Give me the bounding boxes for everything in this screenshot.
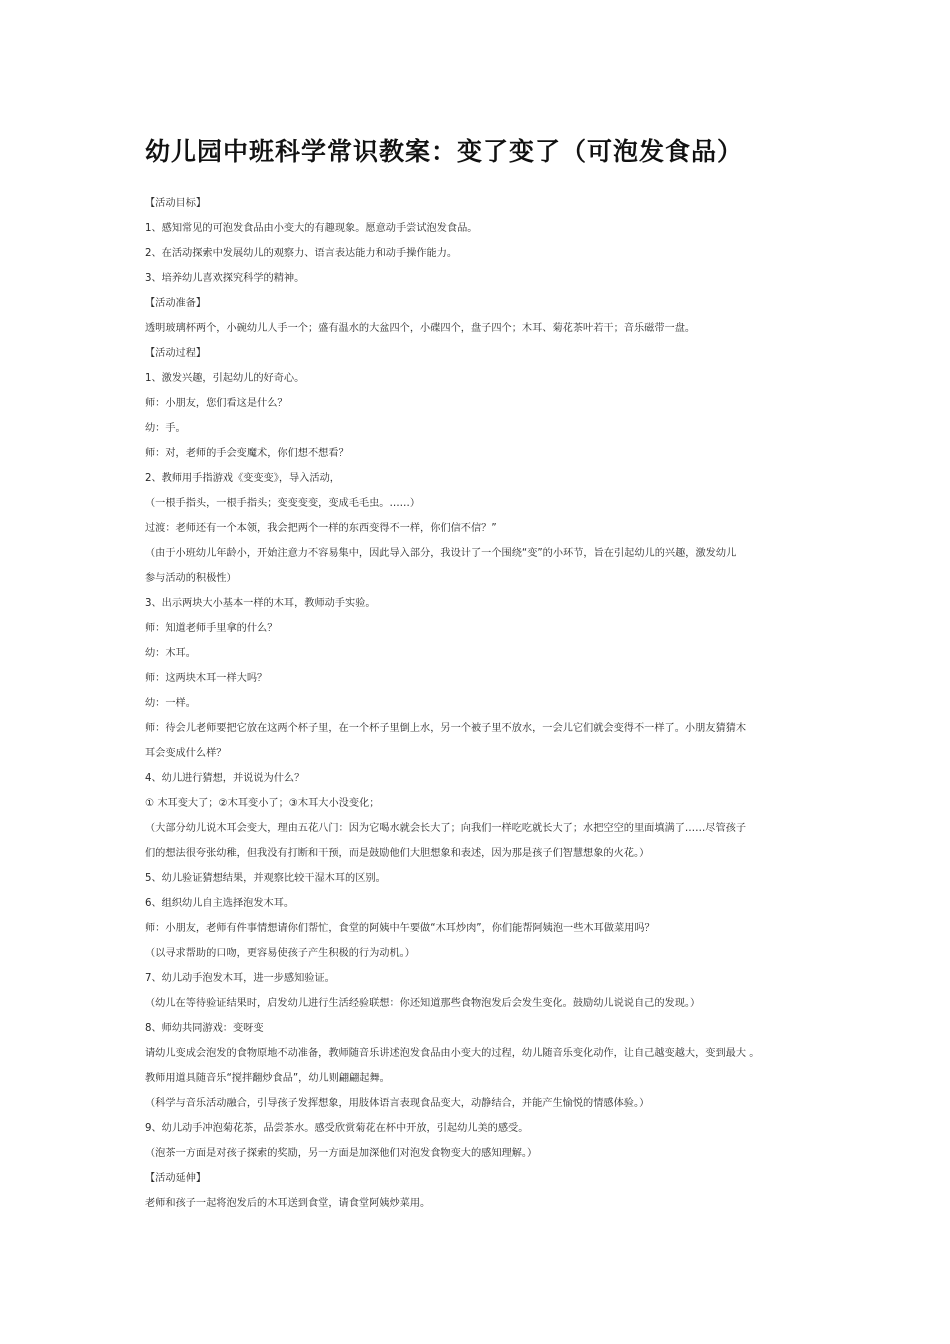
text-line: 参与活动的积极性） [145,573,237,584]
text-line: （以寻求帮助的口吻，更容易使孩子产生积极的行为动机。） [145,948,415,959]
text-line: 【活动过程】 [145,348,207,359]
text-line: 们的想法很夸张幼稚，但我没有打断和干预，而是鼓励他们大胆想象和表述，因为那是孩子们智慧想象的火花。） [145,848,650,859]
text-line: 幼：木耳。 [145,648,196,659]
text-line: 4、幼儿进行猜想，并说说为什么？ [145,773,305,784]
text-line: 【活动延伸】 [145,1173,207,1184]
text-line: （由于小班幼儿年龄小，开始注意力不容易集中，因此导入部分，我设计了一个围绕“变”的小环节，旨在引起幼儿的兴趣，激发幼儿 [145,548,737,559]
text-line: 师：小朋友，您们看这是什么？ [145,398,288,409]
text-line: 师：这两块木耳一样大吗？ [145,673,268,684]
text-line: 请幼儿变成会泡发的食物原地不动准备，教师随音乐讲述泡发食品由小变大的过程，幼儿随音乐变化动作，让自己越变越大，变到最大 。 [145,1048,760,1059]
text-line: 1、激发兴趣，引起幼儿的好奇心。 [145,373,305,384]
text-line: 9、幼儿动手冲泡菊花茶，品尝茶水。感受欣赏菊花在杯中开放，引起幼儿美的感受。 [145,1123,529,1134]
text-line: 3、培养幼儿喜欢探究科学的精神。 [145,273,305,284]
text-line: 师：待会儿老师要把它放在这两个杯子里，在一个杯子里倒上水，另一个被子里不放水，一会儿它们就会变得不一样了。小朋友猜猜木 [145,723,747,734]
text-line: 6、组织幼儿自主选择泡发木耳。 [145,898,295,909]
text-line: 老师和孩子一起将泡发后的木耳送到食堂，请食堂阿姨炒菜用。 [145,1198,431,1209]
text-line: 师：对，老师的手会变魔术，你们想不想看？ [145,448,349,459]
text-line: 幼：手。 [145,423,186,434]
document-body [145,191,810,1216]
text-line: （泡茶一方面是对孩子探索的奖励，另一方面是加深他们对泡发食物变大的感知理解。） [145,1148,538,1159]
text-line: ① 木耳变大了；②木耳变小了；③木耳大小没变化； [145,798,380,809]
text-line: 透明玻璃杯两个，小碗幼儿人手一个；盛有温水的大盆四个，小碟四个，盘子四个；木耳、菊花茶叶若干；音乐磁带一盘。 [145,323,696,334]
text-line: 教师用道具随音乐“搅拌翻炒食品”，幼儿则翩翩起舞。 [145,1073,390,1084]
text-line: 2、在活动探索中发展幼儿的观察力、语言表达能力和动手操作能力。 [145,248,458,259]
text-line: 8、师幼共同游戏：变呀变 [145,1023,264,1034]
text-line: 师：小朋友，老师有件事情想请你们帮忙，食堂的阿姨中午要做“木耳炒肉”，你们能帮阿姨泡一些木耳做菜用吗？ [145,923,655,934]
text-line: 1、感知常见的可泡发食品由小变大的有趣现象。愿意动手尝试泡发食品。 [145,223,478,234]
text-line: 7、幼儿动手泡发木耳，进一步感知验证。 [145,973,335,984]
text-line: （科学与音乐活动融合，引导孩子发挥想象，用肢体语言表现食品变大，动静结合，并能产生愉悦的情感体验。） [145,1098,650,1109]
text-line: 幼：一样。 [145,698,196,709]
text-line: 3、出示两块大小基本一样的木耳，教师动手实验。 [145,598,376,609]
text-line: 【活动目标】 [145,198,207,209]
text-line: 5、幼儿验证猜想结果，并观察比较干湿木耳的区别。 [145,873,386,884]
document-title: 幼儿园中班科学常识教案：变了变了（可泡发食品） [145,137,744,166]
text-line: 2、教师用手指游戏《变变变》，导入活动， [145,473,340,484]
text-line: 过渡：老师还有一个本领，我会把两个一样的东西变得不一样，你们信不信？” [145,523,497,534]
text-line: （大部分幼儿说木耳会变大，理由五花八门：因为它喝水就会长大了；向我们一样吃吃就长大了；水把空空的里面填满了……尽管孩子 [145,823,747,834]
text-line: 师：知道老师手里拿的什么？ [145,623,278,634]
text-line: （一根手指头，一根手指头；变变变变，变成毛毛虫。……） [145,498,421,509]
text-line: （幼儿在等待验证结果时，启发幼儿进行生活经验联想：你还知道那些食物泡发后会发生变化。鼓励幼儿说说自己的发现。） [145,998,701,1009]
text-line: 【活动准备】 [145,298,207,309]
text-line: 耳会变成什么样？ [145,748,227,759]
